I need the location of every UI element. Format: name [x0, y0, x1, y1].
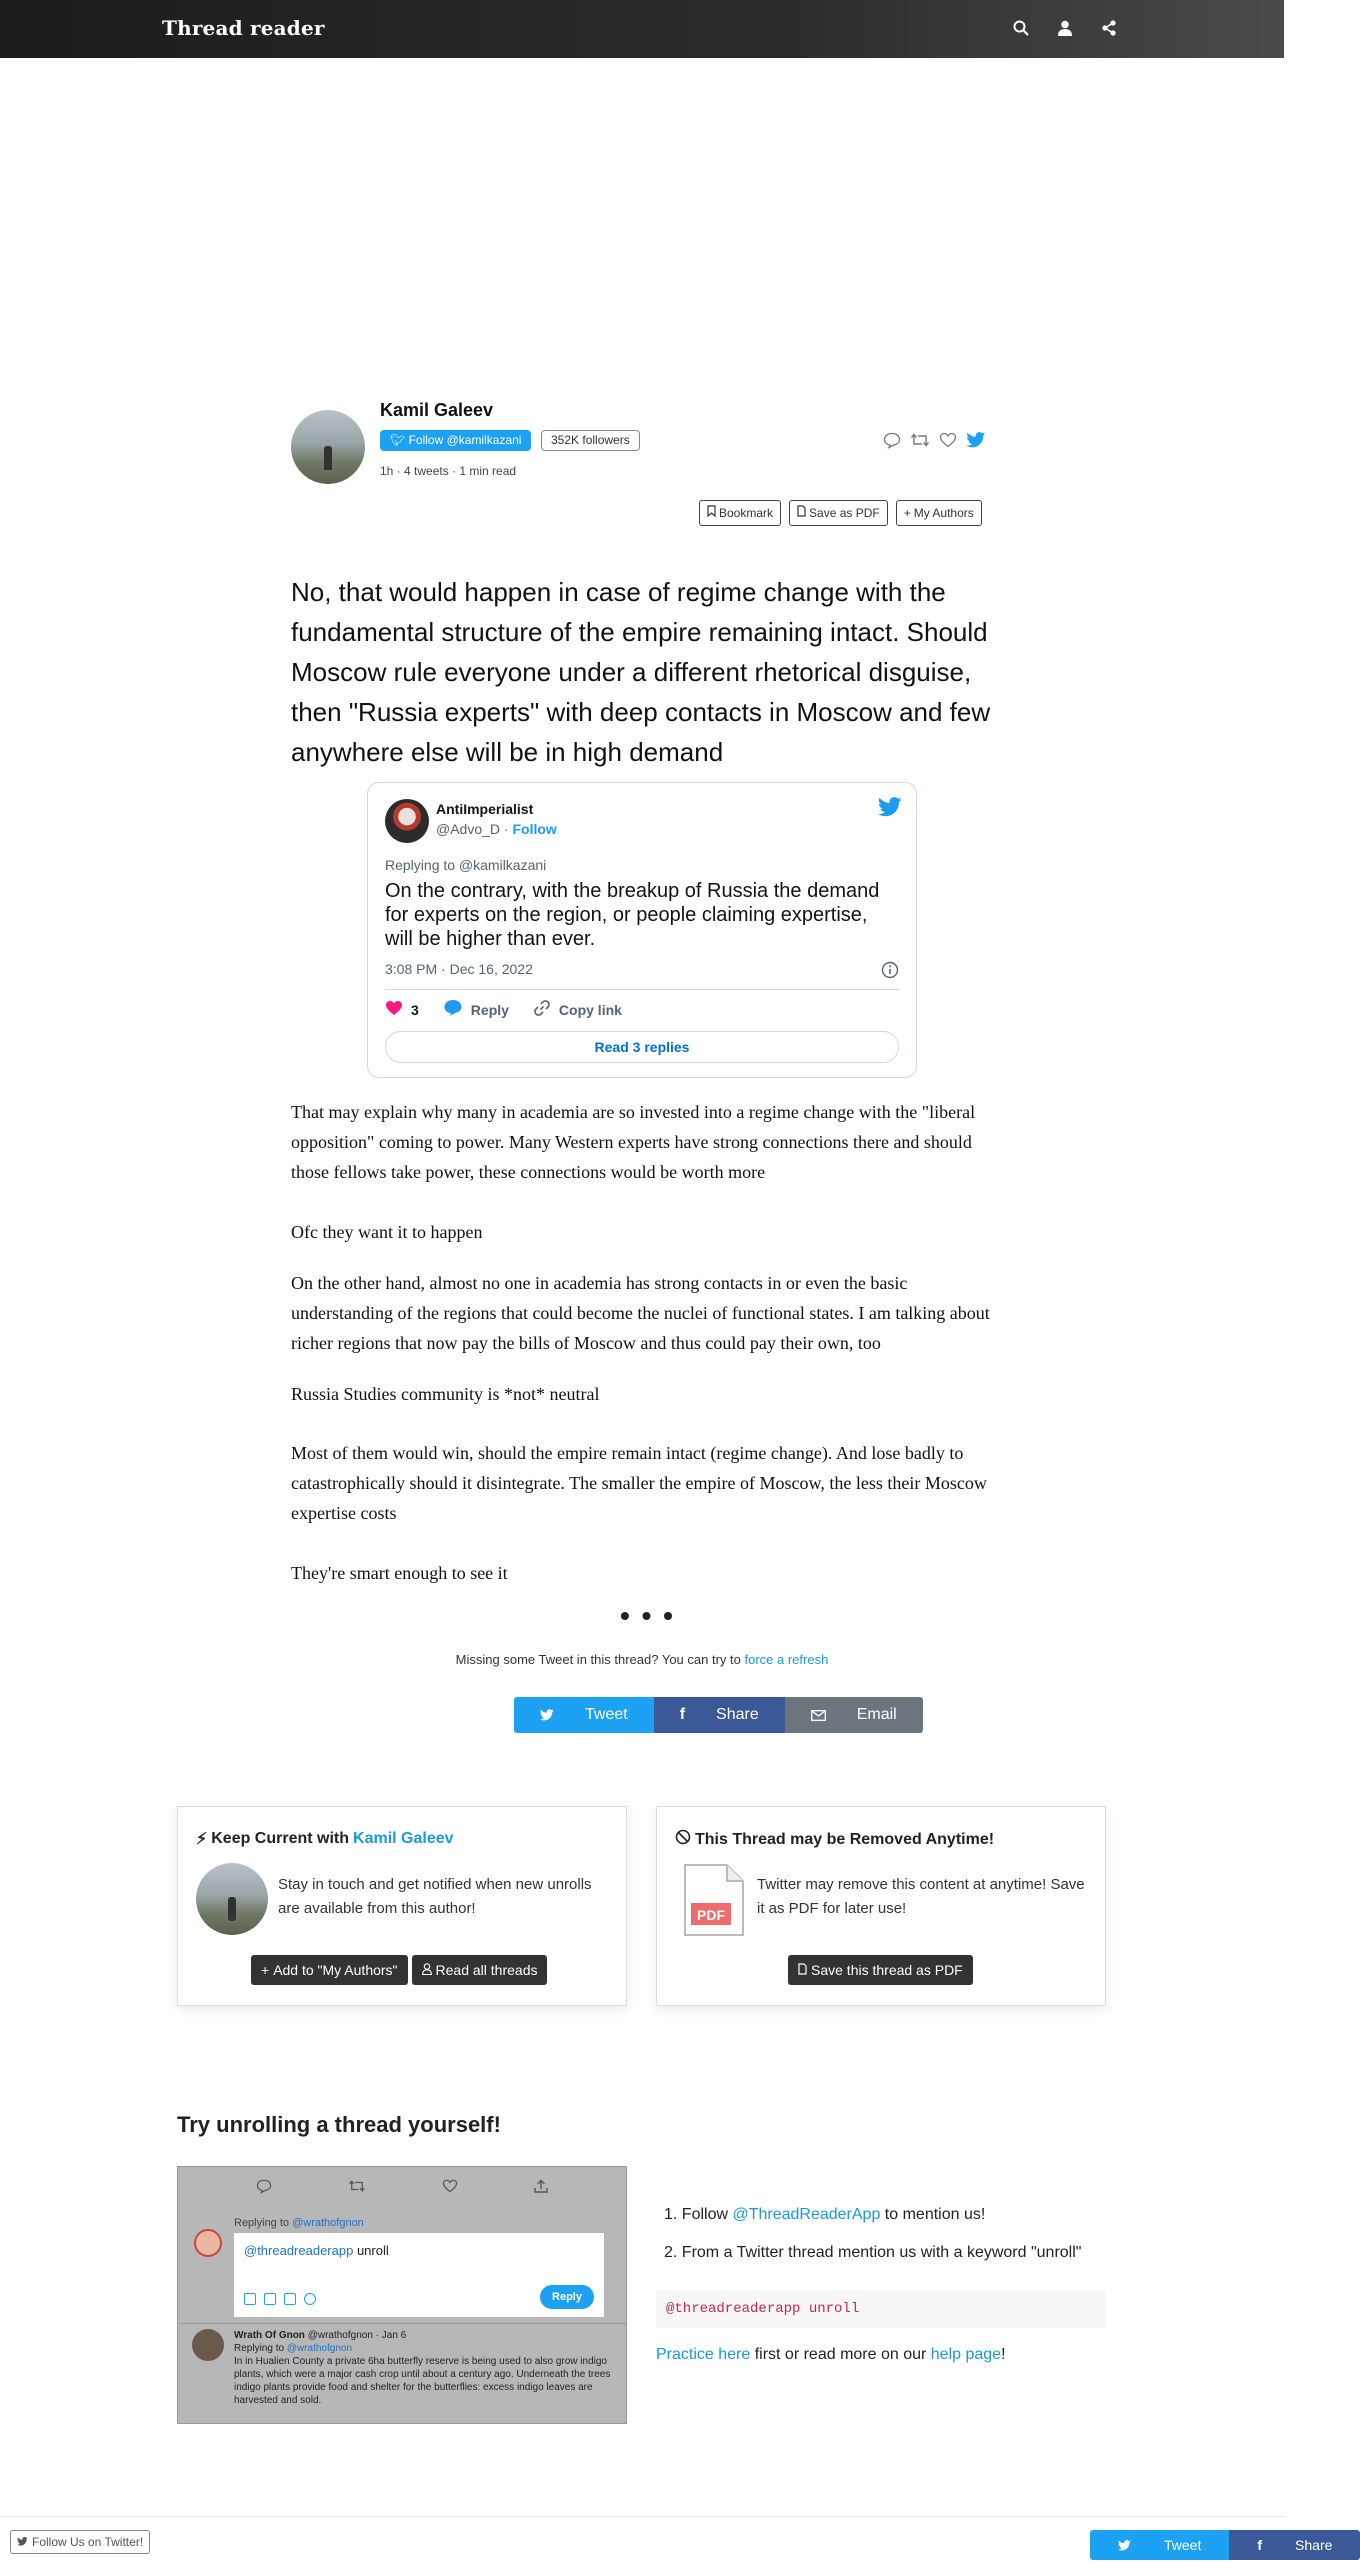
demo-author-meta: @wrathofgnon · Jan 6 — [304, 2330, 407, 2341]
twitter-bird-icon — [527, 1697, 567, 1733]
follow-label: Follow @kamilkazani — [408, 433, 522, 447]
keep-current-text: Stay in touch and get notified when new unrolls are available from this author! — [278, 1876, 592, 1917]
followers-count: 352K followers — [541, 430, 640, 451]
unroll-command-code: @threadreaderapp unroll — [656, 2290, 1106, 2328]
share-icon[interactable] — [1098, 16, 1120, 40]
help-page-link[interactable]: help page — [930, 2346, 1002, 2363]
tweet-actions — [881, 430, 987, 450]
embed-reply-button[interactable] — [443, 999, 509, 1020]
keep-current-buttons — [251, 1955, 547, 1985]
follow-us-label: Follow Us on Twitter! — [32, 2535, 144, 2549]
threadreaderapp-link[interactable]: @ThreadReaderApp — [732, 2206, 881, 2223]
copy-link-label: Copy link — [558, 1001, 622, 1018]
brand-logo[interactable]: Thread reader — [162, 16, 325, 40]
read-all-threads-button[interactable] — [412, 1955, 548, 1985]
demo-replying-label: Replying to — [234, 2343, 287, 2354]
keep-current-card — [177, 1806, 627, 2006]
missing-tweet-notice — [0, 1652, 1284, 1667]
step-2: 2. From a Twitter thread mention us with a keyword "unroll" — [664, 2244, 1082, 2261]
removed-title-text: This Thread may be Removed Anytime! — [695, 1830, 995, 1848]
removed-text: Twitter may remove this content at anytime! Save it as PDF for later use! — [757, 1876, 1085, 1917]
embed-follow-link[interactable]: Follow — [512, 821, 557, 837]
footer-share-label: Share — [1295, 2537, 1333, 2553]
retweet-icon — [348, 2179, 366, 2198]
thread-paragraph: Most of them would win, should the empire remain intact (regime change). And lose badly to catastrophically should it disintegrate. The smaller the empire of Moscow, the less their Moscow expertise costs — [291, 1443, 987, 1523]
unroll-steps — [656, 2206, 1106, 2282]
lead-tweet-text: No, that would happen in case of regime change with the fundamental structure of the empire remaining intact. Should Moscow rule everyone under a different rhetorical disguise, then "Russia experts" with deep contacts in Moscow and few anywhere else will be in high demand — [291, 577, 991, 767]
footer-divider — [0, 2516, 1284, 2517]
navbar — [0, 0, 1284, 58]
bolt-icon: ⚡︎ — [196, 1831, 208, 1848]
bookmark-button[interactable] — [699, 500, 781, 526]
share-label: Share — [716, 1706, 759, 1723]
embed-copy-link-button[interactable] — [533, 999, 622, 1020]
follow-button[interactable] — [380, 430, 531, 451]
author-avatar[interactable] — [196, 1863, 268, 1935]
reply-icon[interactable] — [881, 430, 903, 450]
removed-title — [675, 1829, 994, 1850]
footer-tweet-label: Tweet — [1164, 2537, 1202, 2553]
retweet-icon[interactable] — [909, 430, 931, 450]
bookmark-label: Bookmark — [719, 506, 774, 520]
force-refresh-link[interactable]: force a refresh — [744, 1652, 829, 1667]
save-pdf-button[interactable] — [789, 500, 888, 526]
demo-action-bar — [178, 2167, 626, 2209]
footer-share-group — [1090, 2530, 1360, 2560]
read-all-label: Read all threads — [435, 1962, 538, 1978]
like-count: 3 — [411, 1001, 419, 1018]
heart-icon — [385, 1000, 403, 1019]
bookmark-icon — [707, 501, 716, 525]
author-name[interactable]: Kamil Galeev — [380, 400, 494, 420]
email-share-button[interactable] — [785, 1697, 923, 1733]
upload-icon — [534, 2179, 548, 2198]
save-pdf-label: Save this thread as PDF — [811, 1962, 963, 1978]
practice-line — [656, 2346, 1006, 2364]
practice-end-text: ! — [1001, 2346, 1006, 2363]
embed-author-name[interactable]: AntiImperialist — [436, 801, 534, 817]
add-authors-label: Add to "My Authors" — [273, 1962, 398, 1978]
demo-mention: @threadreaderapp — [244, 2243, 354, 2258]
reply-label: Reply — [470, 1001, 509, 1018]
nav-icons — [1010, 16, 1120, 40]
email-label: Email — [856, 1706, 897, 1723]
footer-tweet-button[interactable] — [1090, 2530, 1229, 2560]
demo-compose-text — [244, 2243, 389, 2258]
thread-paragraph: They're smart enough to see it — [291, 1563, 508, 1583]
tweet-label: Tweet — [585, 1706, 628, 1723]
twitter-bird-icon: 🐦︎ — [390, 433, 406, 447]
demo-replying-to — [234, 2217, 364, 2229]
footer-facebook-button[interactable] — [1229, 2530, 1360, 2560]
thread-paragraph: That may explain why many in academia are so invested into a regime change with the "liberal opposition" coming to power. Many Western experts have strong connections there and should those fellows take power, these connections would be worth more — [291, 1102, 976, 1182]
twitter-bird-icon — [17, 2531, 28, 2553]
thread-paragraph: On the other hand, almost no one in academia has strong contacts in or even the basic understanding of the regions that could become the nuclei of functional states. I am talking about richer regions that now pay the bills of Moscow and thus could pay their own, too — [291, 1273, 990, 1353]
keep-title-prefix: Keep Current with — [211, 1830, 350, 1847]
demo-replying-label: Replying to — [234, 2217, 293, 2229]
user-icon — [422, 1955, 432, 1985]
unroll-demo-image — [177, 2166, 627, 2424]
embed-tweet-text: On the contrary, with the breakup of Russia the demand for experts on the region, or people claiming expertise, will be higher than ever. — [385, 880, 880, 950]
demo-author-name: Wrath Of Gnon — [234, 2330, 305, 2341]
reply-bubble-icon — [443, 999, 463, 1020]
demo-compose-tools — [244, 2293, 316, 2305]
demo-unroll-keyword: unroll — [353, 2243, 389, 2258]
file-pdf-icon — [798, 1955, 807, 1985]
read-replies-button[interactable]: Read 3 replies — [385, 1031, 899, 1063]
try-unrolling-title: Try unrolling a thread yourself! — [177, 2112, 501, 2137]
demo-compose-box — [234, 2233, 604, 2317]
like-icon — [442, 2179, 458, 2198]
pdf-file-icon — [683, 1863, 745, 1937]
thread-paragraph: Russia Studies community is *not* neutral — [291, 1384, 600, 1404]
demo-replying-handle: @wrathofgnon — [286, 2343, 353, 2354]
like-icon[interactable] — [937, 430, 959, 450]
facebook-icon: f — [1257, 2537, 1263, 2553]
tweet-share-button[interactable] — [514, 1697, 654, 1733]
embedded-tweet[interactable] — [367, 782, 917, 1078]
author-header — [291, 398, 993, 533]
user-icon[interactable] — [1054, 16, 1076, 40]
embed-handle-line: @Advo_D · Follow — [436, 821, 557, 837]
info-icon[interactable] — [881, 961, 899, 984]
pdf-badge: PDF — [697, 1907, 725, 1923]
practice-here-link[interactable]: Practice here — [656, 2346, 751, 2363]
facebook-icon: f — [679, 1706, 686, 1723]
step1-prefix: 1. Follow — [664, 2206, 733, 2223]
my-authors-button[interactable] — [896, 500, 982, 526]
demo-replying-handle: @wrathofgnon — [292, 2217, 364, 2229]
search-icon[interactable] — [1010, 16, 1032, 40]
embed-replying-to: Replying to @kamilkazani — [385, 857, 547, 873]
removed-warning-card — [656, 1806, 1106, 2006]
share-button-group — [514, 1697, 923, 1733]
embed-handle[interactable]: @Advo_D — [436, 821, 501, 837]
missing-text: Missing some Tweet in this thread? You can try to — [455, 1652, 745, 1667]
add-to-my-authors-button[interactable] — [251, 1955, 408, 1985]
ban-icon — [675, 1829, 691, 1850]
demo-reply-button: Reply — [540, 2285, 594, 2309]
link-icon — [533, 999, 551, 1020]
plus-icon: + — [903, 506, 911, 520]
demo-divider — [178, 2323, 626, 2324]
step-1 — [664, 2206, 1106, 2224]
thread-end-ellipsis: • • • — [620, 1600, 675, 1631]
embed-avatar[interactable] — [385, 799, 429, 843]
save-thread-pdf-button[interactable] — [788, 1955, 973, 1985]
embed-timestamp[interactable]: 3:08 PM · Dec 16, 2022 — [385, 961, 533, 977]
demo-author-avatar — [192, 2329, 224, 2361]
save-pdf-label: Save as PDF — [809, 506, 880, 520]
file-pdf-icon — [797, 501, 806, 525]
twitter-bird-icon — [1104, 2530, 1145, 2560]
author-avatar[interactable] — [291, 410, 365, 484]
my-authors-label: My Authors — [913, 506, 974, 520]
plus-icon: + — [261, 1962, 270, 1978]
embed-actions — [385, 999, 622, 1020]
demo-avatar — [194, 2229, 222, 2257]
embed-divider — [385, 989, 899, 990]
twitter-bird-icon[interactable] — [965, 430, 987, 450]
author-button-row — [699, 500, 982, 526]
follow-us-button[interactable] — [10, 2530, 150, 2554]
removed-buttons — [788, 1955, 973, 1985]
demo-thread-tweet — [234, 2329, 614, 2407]
demo-tweet-body: In in Hualien County a private 6ha butterfly reserve is being used to also grow indigo plants, which were a major cash crop until about a century ago. Underneath the trees indigo plants provide food and shelter for the butterflies: excess indigo leaves are harvested and sold. — [234, 2356, 611, 2406]
thread-paragraph: Ofc they want it to happen — [291, 1222, 483, 1242]
author-link[interactable]: Kamil Galeev — [353, 1830, 454, 1847]
twitter-bird-icon[interactable] — [878, 797, 902, 822]
practice-mid-text: first or read more on our — [750, 2346, 931, 2363]
reply-icon — [256, 2179, 272, 2198]
envelope-icon — [798, 1697, 839, 1733]
step1-suffix: to mention us! — [880, 2206, 986, 2223]
thread-meta: 1h · 4 tweets · 1 min read — [380, 464, 517, 478]
embed-like-button[interactable] — [385, 1000, 419, 1019]
facebook-share-button[interactable] — [654, 1697, 785, 1733]
keep-current-title — [196, 1829, 454, 1849]
